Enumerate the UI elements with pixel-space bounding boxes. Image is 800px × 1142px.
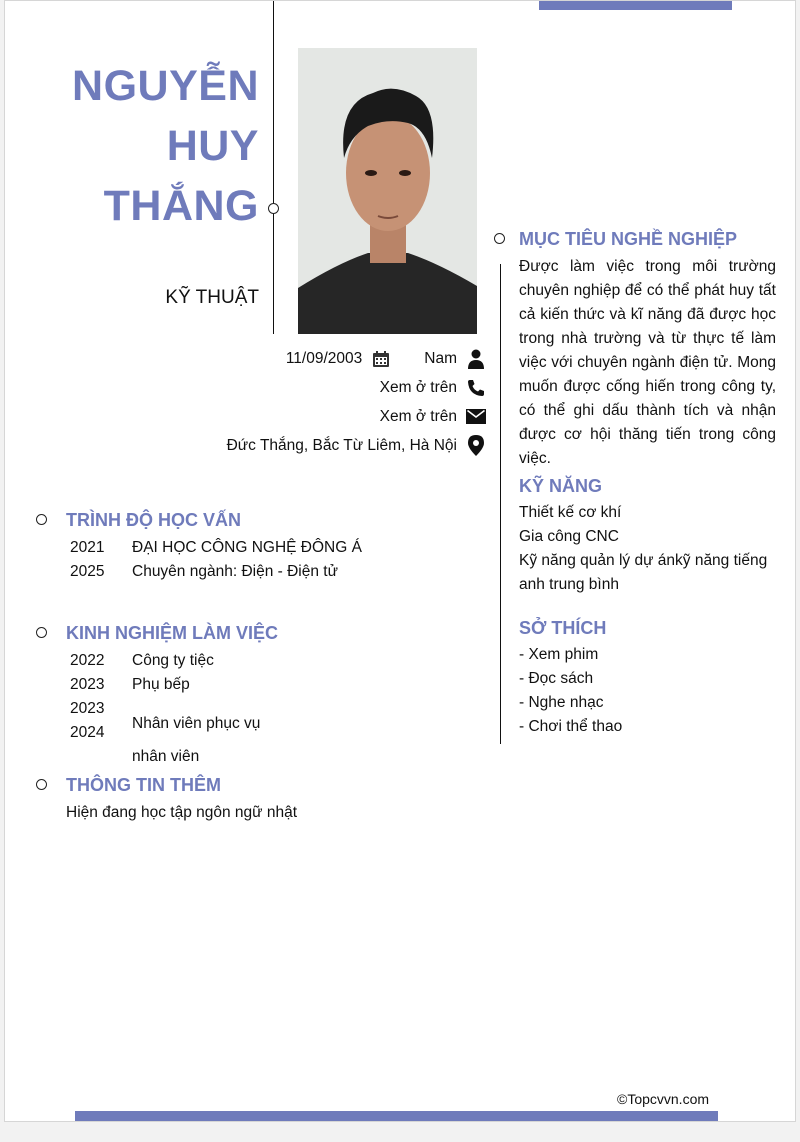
- right-column-line: [500, 264, 501, 744]
- experience-text: Nhân viên phục vụ: [132, 715, 261, 732]
- experience-year: [66, 745, 132, 769]
- cv-page: [4, 0, 796, 1122]
- education-title: TRÌNH ĐỘ HỌC VẤN: [66, 510, 241, 530]
- education-text: Chuyên ngành: Điện - Điện tử: [132, 563, 338, 580]
- gender-value: Nam: [424, 349, 457, 367]
- phone-row: [155, 373, 487, 402]
- experience-text: Công ty tiệc: [132, 652, 214, 669]
- hobbies-list: [519, 643, 776, 739]
- experience-year: 2022: [70, 652, 105, 669]
- name-line-3: THẮNG: [103, 182, 259, 230]
- candidate-name: [19, 56, 259, 236]
- profile-photo: [298, 48, 477, 334]
- header-timeline-dot: [268, 203, 279, 214]
- skills-list: [519, 501, 776, 597]
- contact-info: [155, 344, 487, 460]
- experience-text: nhân viên: [132, 748, 200, 765]
- map-pin-icon: [465, 436, 487, 456]
- experience-text: Phụ bếp: [132, 676, 190, 693]
- birthdate-value: 11/09/2003: [285, 349, 363, 367]
- extra-title: THÔNG TIN THÊM: [66, 775, 221, 795]
- experience-row: [66, 649, 446, 673]
- experience-title: KINH NGHIỆM LÀM VIỆC: [66, 623, 279, 643]
- person-icon: [465, 349, 487, 369]
- email-row: [155, 402, 487, 431]
- person-photo-illustration: [298, 48, 477, 334]
- extra-timeline-dot: [36, 779, 47, 790]
- top-accent-bar: [539, 1, 732, 10]
- experience-row: [66, 745, 446, 769]
- name-line-1: NGUYỄN: [72, 62, 259, 110]
- address-row: [155, 431, 487, 460]
- experience-year: 2024: [70, 724, 105, 741]
- job-title: KỸ THUẬT: [165, 287, 259, 308]
- phone-icon: [465, 378, 487, 398]
- skills-title: KỸ NĂNG: [519, 476, 603, 496]
- name-line-2: HUY: [166, 122, 259, 170]
- experience-timeline-dot: [36, 627, 47, 638]
- education-year: 2025: [70, 563, 105, 580]
- objective-timeline-dot: [494, 233, 505, 244]
- envelope-icon: [465, 407, 487, 427]
- hobby-item: - Xem phim: [519, 646, 599, 663]
- skill-item: Kỹ năng quản lý dự ánkỹ năng tiếng anh trung bình: [519, 552, 768, 593]
- email-value: Xem ở trên: [379, 407, 457, 425]
- extra-text: Hiện đang học tập ngôn ngữ nhật: [66, 804, 298, 821]
- skill-item: Gia công CNC: [519, 528, 619, 545]
- education-year: 2021: [70, 539, 105, 556]
- hobby-item: - Nghe nhạc: [519, 694, 604, 711]
- calendar-icon: [370, 349, 392, 369]
- objective-text: Được làm việc trong môi trường chuyên nghiệp để có thể phát huy tất cả kiến thức và kĩ năng đã được học trong nhà trường và từ thực tế làm việc với chuyên ngành điện tử. Mong muốn được cống hiến trong công ty, có thể ghi dấu thành tích và nhận được cơ hội thăng tiến trong công việc.: [519, 258, 776, 467]
- experience-list: [66, 649, 446, 769]
- experience-year: 2023: [70, 676, 105, 693]
- education-list: [66, 536, 446, 584]
- bottom-accent-bar: [75, 1111, 718, 1121]
- experience-row: [66, 712, 446, 745]
- objective-title: MỤC TIÊU NGHỀ NGHIỆP: [519, 229, 738, 249]
- education-timeline-dot: [36, 514, 47, 525]
- education-row: [66, 560, 446, 584]
- birthdate-gender-row: [155, 344, 487, 373]
- header-divider-line: [273, 1, 274, 334]
- skill-item: Thiết kế cơ khí: [519, 504, 622, 521]
- address-value: Đức Thắng, Bắc Từ Liêm, Hà Nội: [226, 436, 457, 454]
- education-row: [66, 536, 446, 560]
- hobbies-title: SỞ THÍCH: [519, 618, 607, 638]
- experience-row: [66, 673, 446, 697]
- experience-year: 2023: [70, 700, 105, 717]
- hobby-item: - Đọc sách: [519, 670, 594, 687]
- phone-value: Xem ở trên: [379, 378, 457, 396]
- copyright-text: ©Topcvvn.com: [617, 1091, 710, 1107]
- hobby-item: - Chơi thể thao: [519, 718, 623, 735]
- education-text: ĐẠI HỌC CÔNG NGHỆ ĐÔNG Á: [132, 539, 362, 556]
